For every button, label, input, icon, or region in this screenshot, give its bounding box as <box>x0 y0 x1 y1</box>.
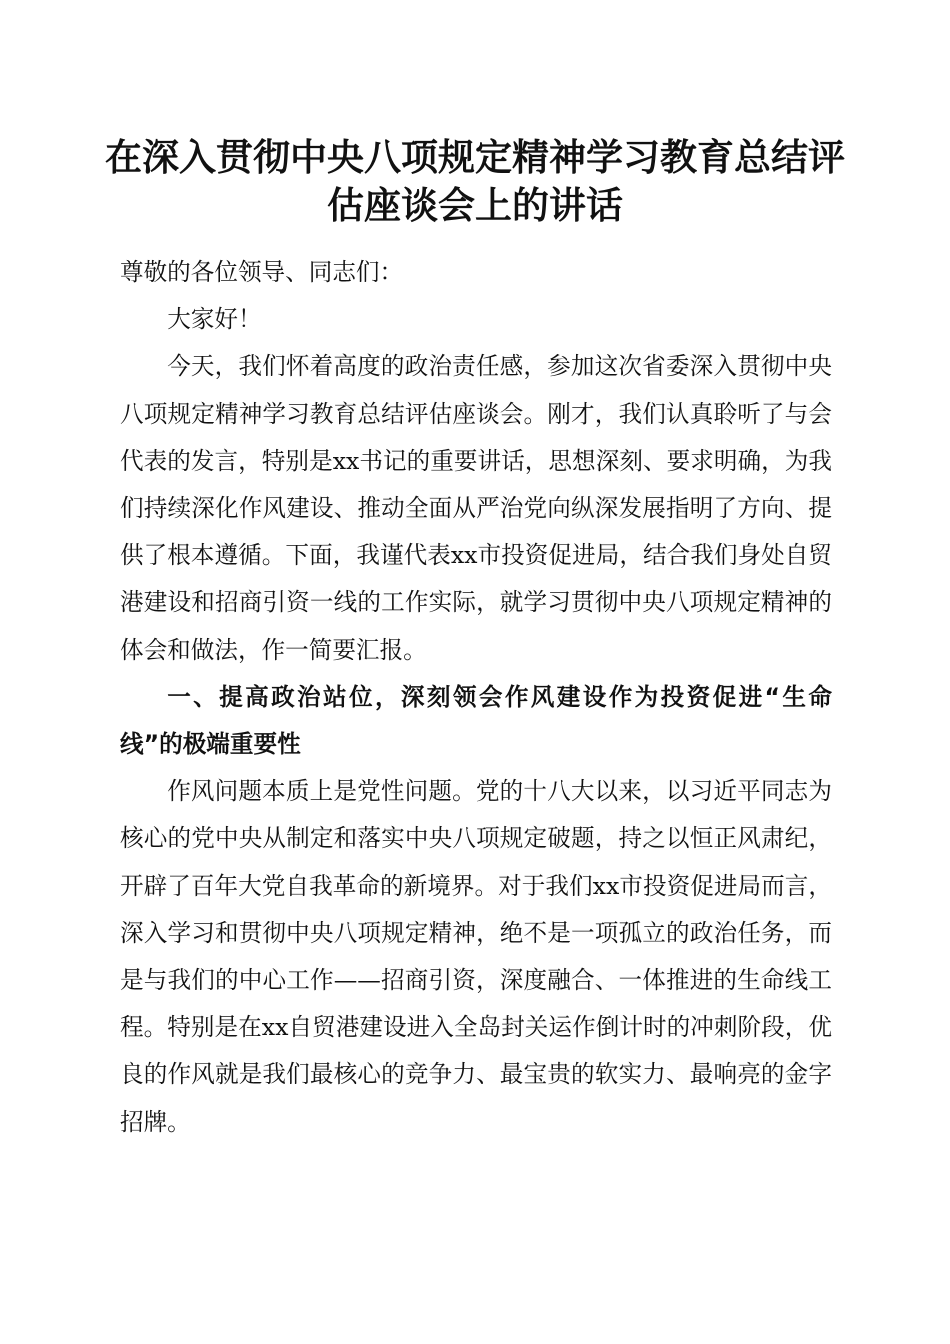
section-1-heading: 一、提高政治站位，深刻领会作风建设作为投资促进“生命线”的极端重要性 <box>120 682 832 759</box>
title-line-1: 在深入贯彻中央八项规定精神学习教育总结评 <box>105 135 845 179</box>
document-title <box>100 133 850 229</box>
title-line-2: 估座谈会上的讲话 <box>327 183 623 227</box>
intro-paragraph: 今天，我们怀着高度的政治责任感，参加这次省委深入贯彻中央八项规定精神学习教育总结评估座谈会。刚才，我们认真聆听了与会代表的发言，特别是xx书记的重要讲话，思想深刻、要求明确，为我们持续深化作风建设、推动全面从严治党向纵深发展指明了方向、提供了根本遵循。下面，我谨代表xx市投资促进局，结合我们身处自贸港建设和招商引资一线的工作实际，就学习贯彻中央八项规定精神的体会和做法，作一简要汇报。 <box>120 352 832 664</box>
greeting: 大家好！ <box>167 305 262 334</box>
section-1-paragraph: 作风问题本质上是党性问题。党的十八大以来，以习近平同志为核心的党中央从制定和落实中央八项规定破题，持之以恒正风肃纪，开辟了百年大党自我革命的新境界。对于我们xx市投资促进局而言，深入学习和贯彻中央八项规定精神，绝不是一项孤立的政治任务，而是与我们的中心工作——招商引资，深度融合、一体推进的生命线工程。特别是在xx自贸港建设进入全岛封关运作倒计时的冲刺阶段，优良的作风就是我们最核心的竞争力、最宝贵的软实力、最响亮的金字招牌。 <box>120 777 832 1136</box>
salutation: 尊敬的各位领导、同志们： <box>120 258 404 286</box>
document-body <box>120 249 832 1146</box>
